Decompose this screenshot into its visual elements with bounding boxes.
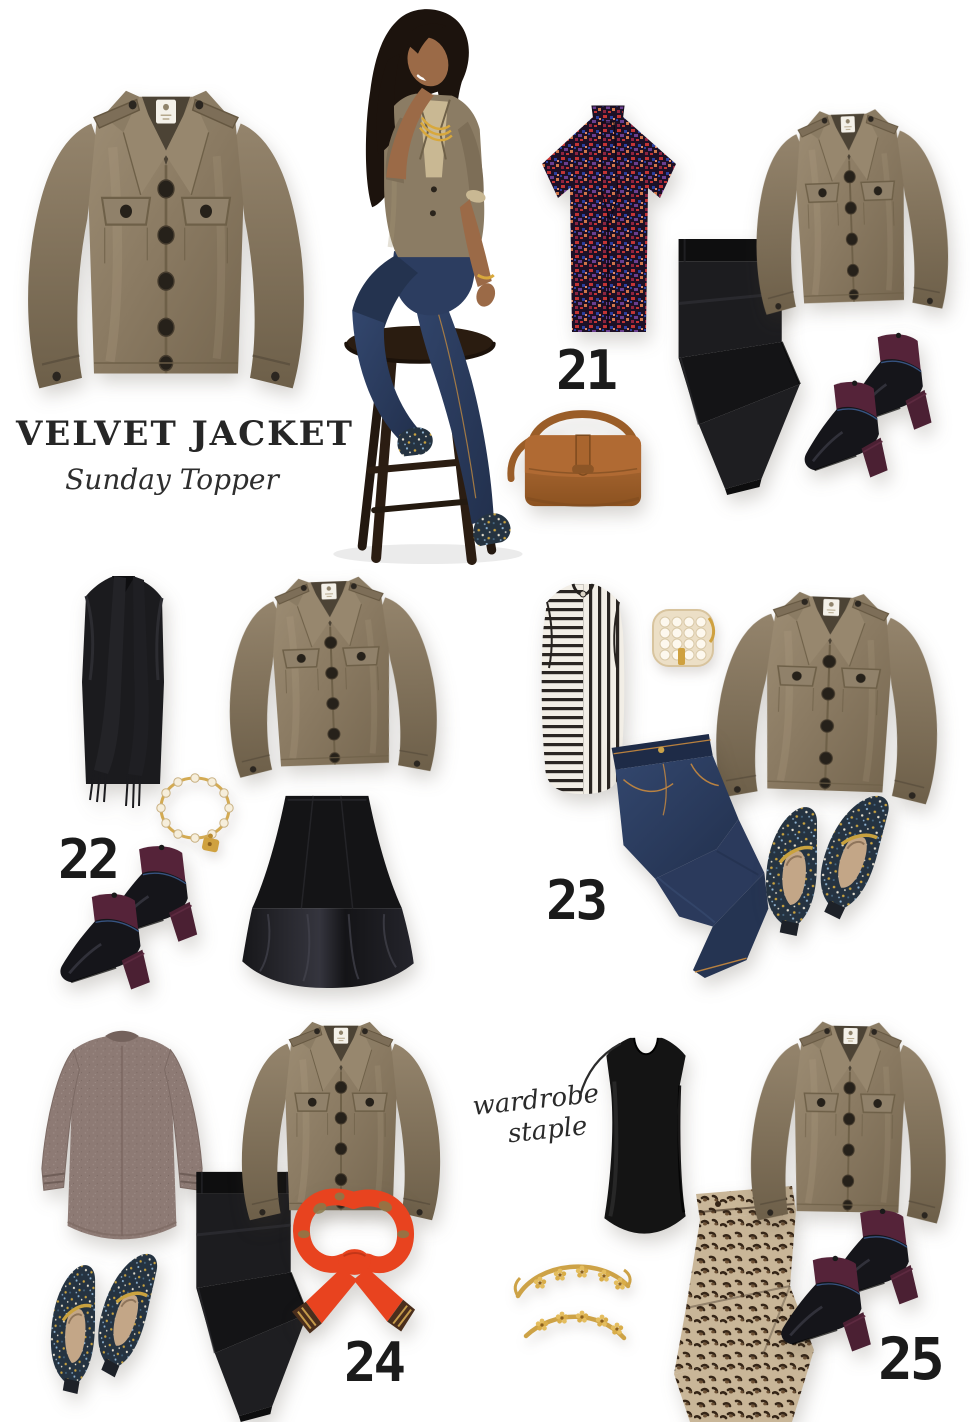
wardrobe-staple-callout	[471, 1078, 601, 1154]
title-block	[16, 414, 354, 496]
outfit-21-velvet-jacket	[736, 84, 967, 344]
page-subtitle: Sunday Topper	[65, 463, 279, 496]
outfit-22-flounce-skirt	[238, 788, 416, 990]
outfit-23-number: 23	[546, 869, 606, 932]
callout-arrow	[578, 1040, 623, 1098]
outfit-24-number: 24	[344, 1331, 404, 1394]
callout-line2: staple	[506, 1111, 589, 1150]
outfit-22-velvet-jacket	[208, 552, 456, 806]
outfit-25-gold-necklace-set	[504, 1248, 642, 1354]
callout-line1: wardrobe	[471, 1078, 601, 1122]
outfit-25-number: 25	[878, 1325, 942, 1393]
outfit-21-booties	[808, 330, 936, 478]
hero-velvet-jacket-photo	[6, 58, 326, 430]
outfit-23-dark-jeans	[597, 728, 772, 984]
outfit-24-printed-loafers	[44, 1248, 160, 1396]
model-photo	[300, 0, 520, 568]
outfit-23-printed-loafers	[758, 790, 892, 938]
page-title: VELVET JACKET	[16, 414, 354, 454]
outfit-21-saddle-bag	[503, 388, 661, 516]
outfit-22-number: 22	[58, 828, 118, 891]
outfit-24-orange-neckerchief	[282, 1182, 426, 1338]
outfit-21-number: 21	[556, 339, 616, 402]
